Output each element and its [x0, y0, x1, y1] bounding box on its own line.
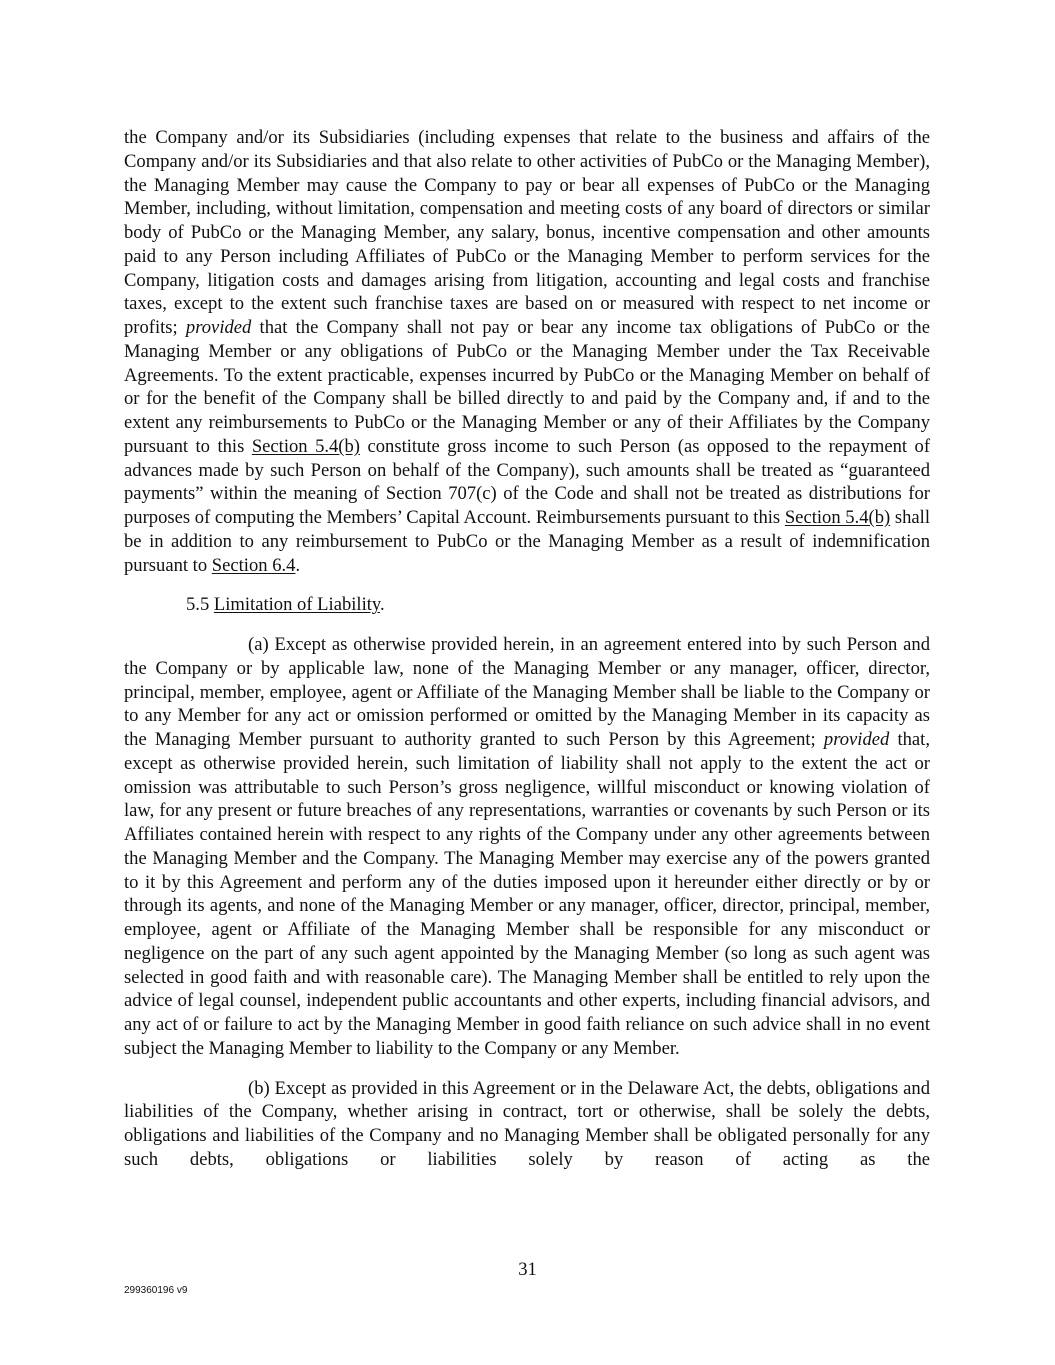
section-title: Limitation of Liability [213, 594, 380, 616]
paragraph-expenses [124, 126, 930, 577]
text-run: that the Company shall not pay or bear any income tax obligations of PubCo or the Managing Member or any obligations of PubCo or the Managing Member under the Tax Receivable Agreements. To the extent practicable, expenses incurred by PubCo or the Managing Member on behalf of or for the benefit of the Company shall be billed directly to and paid by the Company and, if and to the extent any reimbursements to PubCo or the Managing Member or any of their Affiliates by the Company pursuant to this [124, 317, 930, 457]
section-reference: Section 6.4 [211, 554, 296, 576]
text-run: (b) Except as provided in this Agreement or in the Delaware Act, the debts, obligations and liabilities of the Company, whether arising in contract, tort or otherwise, shall be solely the debts, obligations and liabilities of the Company and no Managing Member shall be obligated personally for any such debts, obligations or liabilities solely by reason of acting as the [124, 1077, 930, 1170]
text-run: constitute gross income to such Person (as opposed to the repayment of advances made by such Person on behalf of the Company), such amounts shall be treated as “guaranteed payments” within the meaning of Section 707(c) of the Code and shall not be treated as distributions for purposes of computing the Members’ Capital Account. Reimbursements pursuant to this [124, 435, 931, 528]
section-reference: Section 5.4(b) [251, 435, 360, 457]
section-reference: Section 5.4(b) [784, 507, 891, 528]
text-run: (a) Except as otherwise provided herein, in an agreement entered into by such Person and the Company or by applicable law, none of the Managing Member or any manager, officer, director, principal, member, employee, agent or Affiliate of the Managing Member shall be liable to the Company or to any Member for any act or omission performed or omitted by the Managing Member in its capacity as the Managing Member pursuant to authority granted to such Person by this Agreement; [124, 634, 930, 750]
text-run: the Company and/or its Subsidiaries (including expenses that relate to the business and affairs of the Company and/or its Subsidiaries and that also relate to other activities of PubCo or the Managing Member), the Managing Member may cause the Company to pay or bear all expenses of PubCo or the Managing Member, including, without limitation, compensation and meeting costs of any board of directors or similar body of PubCo or the Managing Member, any salary, bonus, incentive compensation and other amounts paid to any Person including Affiliates of PubCo or the Managing Member to perform services for the Company, litigation costs and damages arising from litigation, accounting and legal costs and franchise taxes, except to the extent such franchise taxes are based on or measured with respect to net income or profits; [124, 127, 930, 338]
text-run: shall be in addition to any reimbursement to PubCo or the Managing Member as a result of indemnification pursuant to [124, 507, 930, 576]
section-heading [124, 593, 930, 617]
page-number: 31 [518, 1259, 537, 1280]
paragraph-b [124, 1077, 930, 1172]
section-number: 5.5 [186, 594, 214, 616]
text-run: that, except as otherwise provided herein, such limitation of liability shall not apply to the extent the act or omission was attributable to such Person’s gross negligence, willful misconduct or knowing violation of law, for any present or future breaches of any representations, warranties or covenants by such Person or its Affiliates contained herein with respect to any rights of the Company under any other agreements between the Managing Member and the Company. The Managing Member may exercise any of the powers granted to it by this Agreement and perform any of the duties imposed upon it hereunder either directly or by or through its agents, and none of the Managing Member or any manager, officer, director, principal, member, employee, agent or Affiliate of the Managing Member shall be responsible for any misconduct or negligence on the part of any such agent appointed by the Managing Member (so long as such agent was selected in good faith and with reasonable care). The Managing Member shall be entitled to rely upon the advice of legal counsel, independent public accountants and other experts, including financial advisors, and any act of or failure to act by the Managing Member in good faith reliance on such advice shall in no event subject the Managing Member to liability to the Company or any Member. [124, 729, 930, 1059]
document-body [124, 126, 930, 1172]
text-run: . [295, 554, 301, 576]
emphasis-provided: provided [185, 317, 252, 338]
text-run: . [380, 594, 385, 616]
emphasis-provided: provided [823, 729, 890, 750]
paragraph-a [124, 633, 930, 1061]
document-id: 299360196 v9 [124, 1285, 188, 1296]
